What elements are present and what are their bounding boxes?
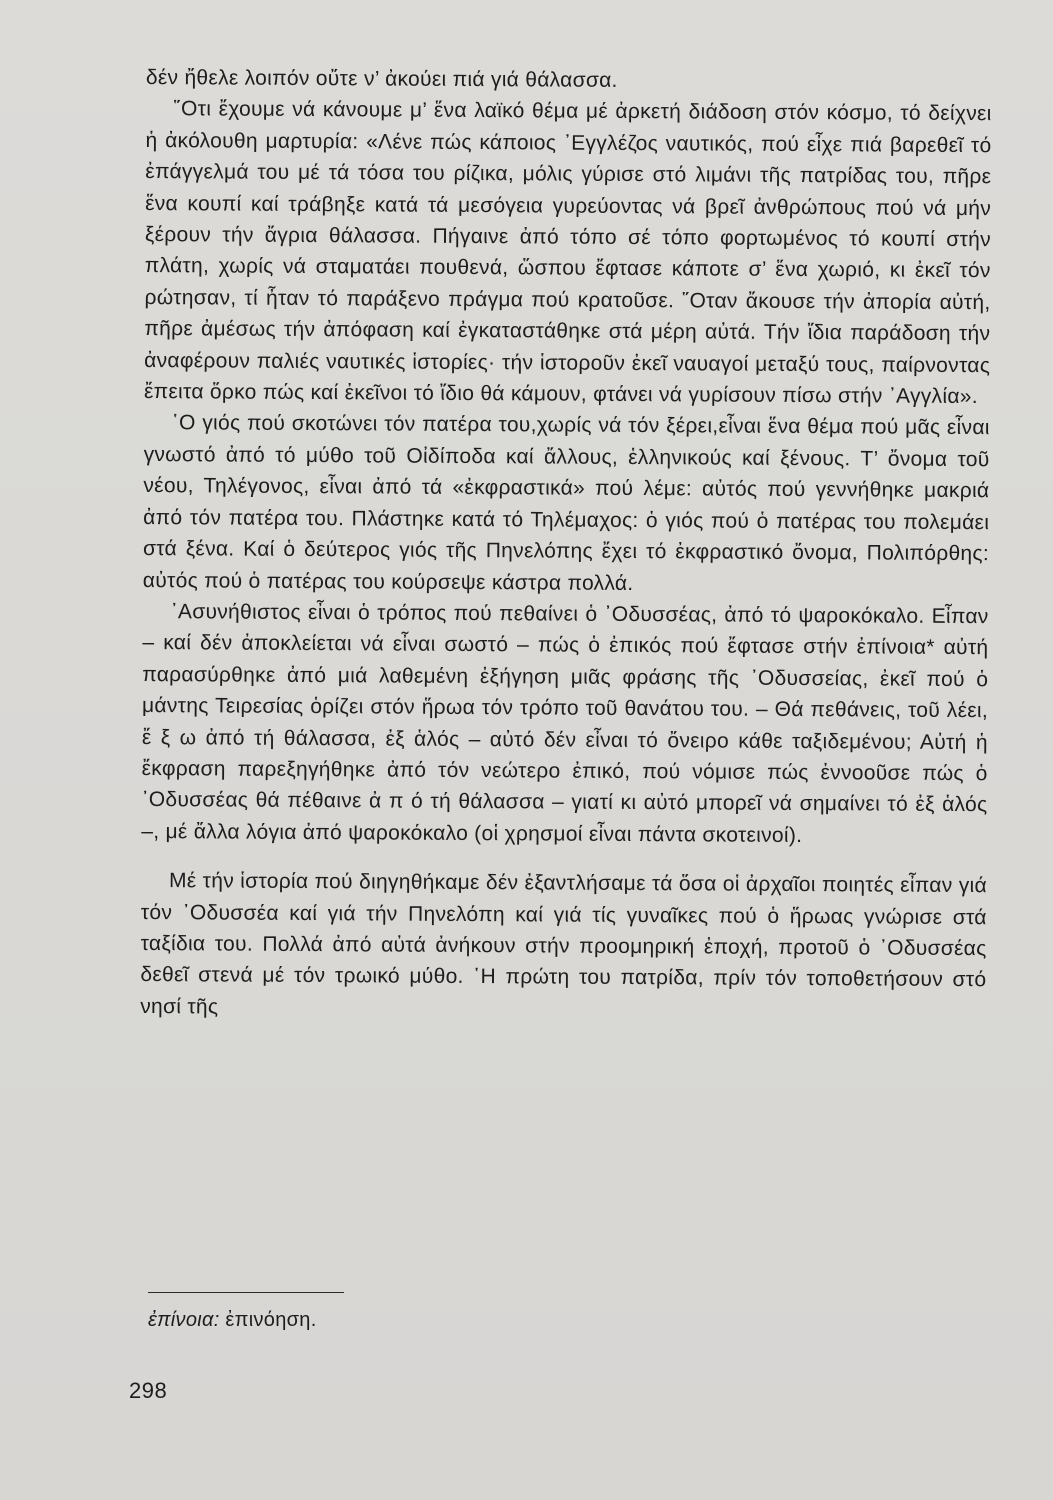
page-number: 298 [129, 1378, 168, 1403]
paragraph-continuation: δέν ἤθελε λοιπόν οὔτε ν’ ἀκούει πιά γιά θάλασσα. [145, 65, 618, 92]
footnote-term: ἐπίνοια: [148, 1309, 220, 1331]
paragraph-folk-theme: ῞Οτι ἔχουμε νά κάνουμε μ’ ἕνα λαϊκό θέμα μέ ἀρκετή διάδοση στόν κόσμο, τό δείχνει ἡ ἀκόλουθη μαρτυρία: «Λένε πώς κάποιος ᾿Εγγλέζος ναυτικός, πού εἶχε πιά βαρεθεῖ τό ἐπάγγελμά του μέ τά τόσα του ρίζικα, μόλις γύρισε στό λιμάνι τῆς πατρίδας του, πῆρε ἕνα κουπί καί τράβηξε κατά τά μεσόγεια γυρεύοντας νά βρεῖ ἀνθρώπους πού νά μήν ξέρουν τήν ἄγρια θάλασσα. Πήγαινε ἀπό τόπο σέ τόπο φορτωμένος τό κουπί στήν πλάτη, χωρίς νά σταματάει πουθενά, ὥσπου ἔφτασε κάποτε σ’ ἕνα χωριό, κι ἐκεῖ τόν ρώτησαν, τί ἦταν τό παράξενο πράγμα πού κρατοῦσε. ῞Οταν ἄκουσε τήν ἀπορία αὐτή, πῆρε ἀμέσως τήν ἀπόφαση καί ἐγκαταστάθηκε στά μέρη αὐτά. Τήν ἴδια παράδοση τήν ἀναφέρουν παλιές ναυτικές ἱστορίες· τήν ἱστοροῦν ἐκεῖ ναυαγοί μεταξύ τους, παίρνοντας ἔπειτα ὅρκο πώς καί ἐκεῖνοι τό ἴδιο θά κάμουν, φτάνει νά γυρίσουν πίσω στήν ᾿Αγγλία». [143, 97, 992, 409]
paragraph-son-kills-father: ῾Ο γιός πού σκοτώνει τόν πατέρα του,χωρίς νά τόν ξέρει,εἶναι ἕνα θέμα πού μᾶς εἶναι γνωστό ἀπό τό μύθο τοῦ Οἰδίποδα καί ἄλλους, ἑλληνικούς καί ξένους. Τ’ ὄνομα τοῦ νέου, Τηλέγονος, εἶναι ἀπό τά «ἐκφραστικά» πού λέμε: αὐτός πού γεννήθηκε μακριά ἀπό τόν πατέρα του. Πλάστηκε κατά τό Τηλέμαχος: ὁ γιός πού ὁ πατέρας του πολεμάει στά ξένα. Καί ὁ δεύτερος γιός τῆς Πηνελόπης ἔχει τό ἐκφραστικό ὄνομα, Πολιπόρθης: αὐτός πού ὁ πατέρας του κούρσεψε κάστρα πολλά. [142, 411, 990, 595]
paragraph-fishbone-death: ᾿Ασυνήθιστος εἶναι ὁ τρόπος πού πεθαίνει ὁ ᾿Οδυσσέας, ἀπό τό ψαροκόκαλο. Εἶπαν – καί δέν ἀποκλείεται νά εἶναι σωστό – πώς ὁ ἐπικός πού ἔφτασε στήν ἐπίνοια* αὐτή παρασύρθηκε ἀπό μιά λαθεμένη ἐξήγηση μιᾶς φράσης τῆς ᾿Οδυσσείας, ἐκεῖ πού ὁ μάντης Τειρεσίας ὁρίζει στόν ἥρωα τόν τρόπο τοῦ θανάτου του. – Θά πεθάνεις, τοῦ λέει, ἔ ξ ω ἀπό τή θάλασσα, ἐξ ἁλός – αὐτό δέν εἶναι τό ὄνειρο κάθε ταξιδεμένου; Αὐτή ἡ ἔκφραση παρεξηγήθηκε ἀπό τόν νεώτερο ἐπικό, πού νόμισε πώς ἐννοοῦσε πώς ὁ ᾿Οδυσσέας θά πέθαινε ἀ π ό τή θάλασσα – γιατί κι αὐτό μπορεῖ νά σημαίνει τό ἐξ ἁλός –, μέ ἄλλα λόγια ἀπό ψαροκόκαλο (οἱ χρησμοί εἶναι πάντα σκοτεινοί). [141, 600, 989, 847]
footnote-definition: ἐπινόηση. [219, 1309, 317, 1331]
paragraph-other-stories: Μέ τήν ἱστορία πού διηγηθήκαμε δέν ἐξαντλήσαμε τά ὅσα οἱ ἀρχαῖοι ποιητές εἶπαν γιά τόν ᾿Οδυσσέα καί γιά τήν Πηνελόπη καί γιά τίς γυναῖκες πού ὁ ἥρωας γνώρισε στά ταξίδια του. Πολλά ἀπό αὐτά ἀνήκουν στήν προομηρική ἐποχή, προτοῦ ὁ ᾿Οδυσσέας δεθεῖ στενά μέ τόν τρωικό μύθο. ῾Η πρώτη του πατρίδα, πρίν τόν τοποθετήσουν στό νησί τῆς [140, 869, 988, 1019]
footnote-divider [148, 1292, 344, 1293]
body-text [140, 62, 992, 1027]
footnote [148, 1309, 317, 1332]
